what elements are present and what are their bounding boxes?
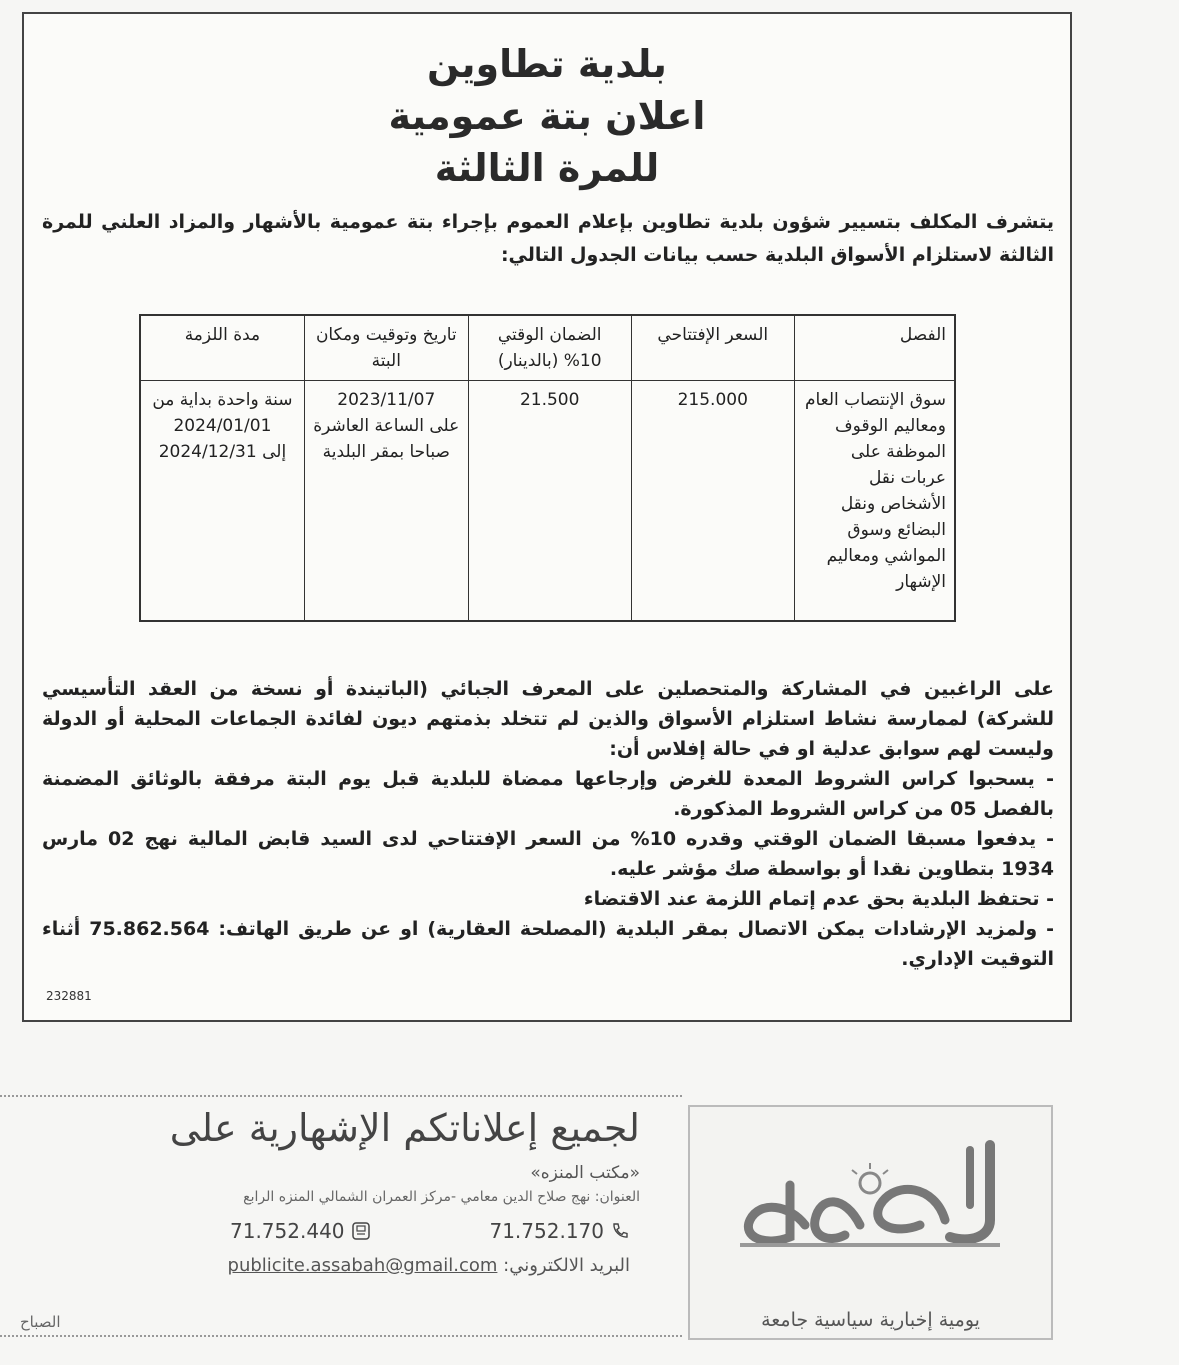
phone-number: 71.752.170 (489, 1219, 604, 1243)
title-announcement: اعلان بتة عمومية (388, 94, 706, 138)
footer-email (110, 1255, 630, 1276)
reference-number: 232881 (46, 989, 92, 1003)
footer-phone-fax (230, 1219, 371, 1243)
fax-icon (351, 1221, 371, 1241)
fax-number: 71.752.440 (230, 1219, 345, 1243)
table-header-row (140, 315, 955, 381)
tender-notice (22, 12, 1072, 1022)
cell-period-end: إلى 2024/12/31 (158, 442, 287, 462)
cell-duration (140, 381, 304, 622)
email-label: البريد الالكتروني: (503, 1255, 630, 1276)
conditions-guarantee: - يدفعوا مسبقا الضمان الوقتي وقدره 10% من السعر الإفتتاحي لدى السيد قابض المالية نهج 02 مارس 1934 بتطاوين نقدا أو بواسطة صك مؤشر عليه. (42, 828, 1054, 880)
email-address[interactable]: publicite.assabah@gmail.com (227, 1255, 498, 1276)
cell-duration-text: سنة واحدة بداية من (152, 390, 293, 410)
title-municipality: بلدية تطاوين (427, 42, 667, 86)
cell-date: 2023/11/07 (337, 390, 436, 410)
cell-price: 215.000 (631, 381, 794, 622)
footer-address: العنوان: نهج صلاح الدين معامي -مركز العمران الشمالي المنزه الرابع (243, 1189, 640, 1205)
footer-bottom-divider (0, 1335, 682, 1338)
assabah-logo-icon (720, 1125, 1020, 1255)
footer-phones (230, 1219, 630, 1243)
phone-icon (610, 1221, 630, 1241)
header-price: السعر الإفتتاحي (631, 315, 794, 381)
footer-phone-tel (489, 1219, 630, 1243)
title-round: للمرة الثالثة (434, 146, 660, 190)
header-duration: مدة اللزمة (140, 315, 304, 381)
cell-time-place: على الساعة العاشرة صباحا بمقر البلدية (313, 416, 460, 462)
advertising-footer (0, 1085, 1179, 1365)
table-row (140, 381, 955, 622)
footer-headline: لجميع إعلاناتكم الإشهارية على (169, 1106, 640, 1150)
notice-titles (24, 38, 1070, 194)
assabah-logo-box (688, 1105, 1053, 1340)
tender-table (139, 314, 956, 622)
conditions-eligibility: على الراغبين في المشاركة والمتحصلين على المعرف الجبائي (الباتيندة أو نسخة من العقد التأسيسي للشركة) لممارسة نشاط استلزام الأسواق والذين لم تتخلد بذمتهم ديون لفائدة الجماعات المحلية أو الدولة وليست لهم سوابق عدلية او في حالة إفلاس أن: (42, 678, 1054, 760)
header-date: تاريخ وتوقيت ومكان البتة (304, 315, 468, 381)
intro-paragraph: يتشرف المكلف بتسيير شؤون بلدية تطاوين بإعلام العموم بإجراء بتة عمومية بالأشهار والمزاد العلني للمرة الثالثة لاستلزام الأسواق البلدية حسب بيانات الجدول التالي: (42, 211, 1054, 266)
conditions-contact: - ولمزيد الإرشادات يمكن الاتصال بمقر البلدية (المصلحة العقارية) او عن طريق الهاتف: 75.862.564 أثناء التوقيت الإداري. (42, 918, 1054, 970)
conditions-reserve: - تحتفظ البلدية بحق عدم إتمام اللزمة عند الاقتضاء (583, 888, 1054, 910)
header-lot: الفصل (794, 315, 955, 381)
cell-lot: سوق الإنتصاب العام ومعاليم الوقوف الموظفة على عربات نقل الأشخاص ونقل البضائع وسوق المواشي ومعاليم الإشهار (794, 381, 955, 622)
footer-office: «مكتب المنزه» (530, 1163, 640, 1183)
cell-guarantee: 21.500 (468, 381, 631, 622)
footer-source: الصباح (20, 1313, 61, 1331)
logo-tagline: يومية إخبارية سياسية جامعة (761, 1309, 980, 1331)
footer-top-divider (0, 1095, 682, 1098)
cell-period-start: 2024/01/01 (173, 416, 272, 436)
conditions-specs: - يسحبوا كراس الشروط المعدة للغرض وإرجاعها ممضاة للبلدية قبل يوم البتة مرفقة بالوثائق المضمنة بالفصل 05 من كراس الشروط المذكورة. (42, 768, 1054, 820)
conditions-section (42, 674, 1054, 974)
header-guarantee: الضمان الوقتي 10% (بالدينار) (468, 315, 631, 381)
cell-date-time-place (304, 381, 468, 622)
